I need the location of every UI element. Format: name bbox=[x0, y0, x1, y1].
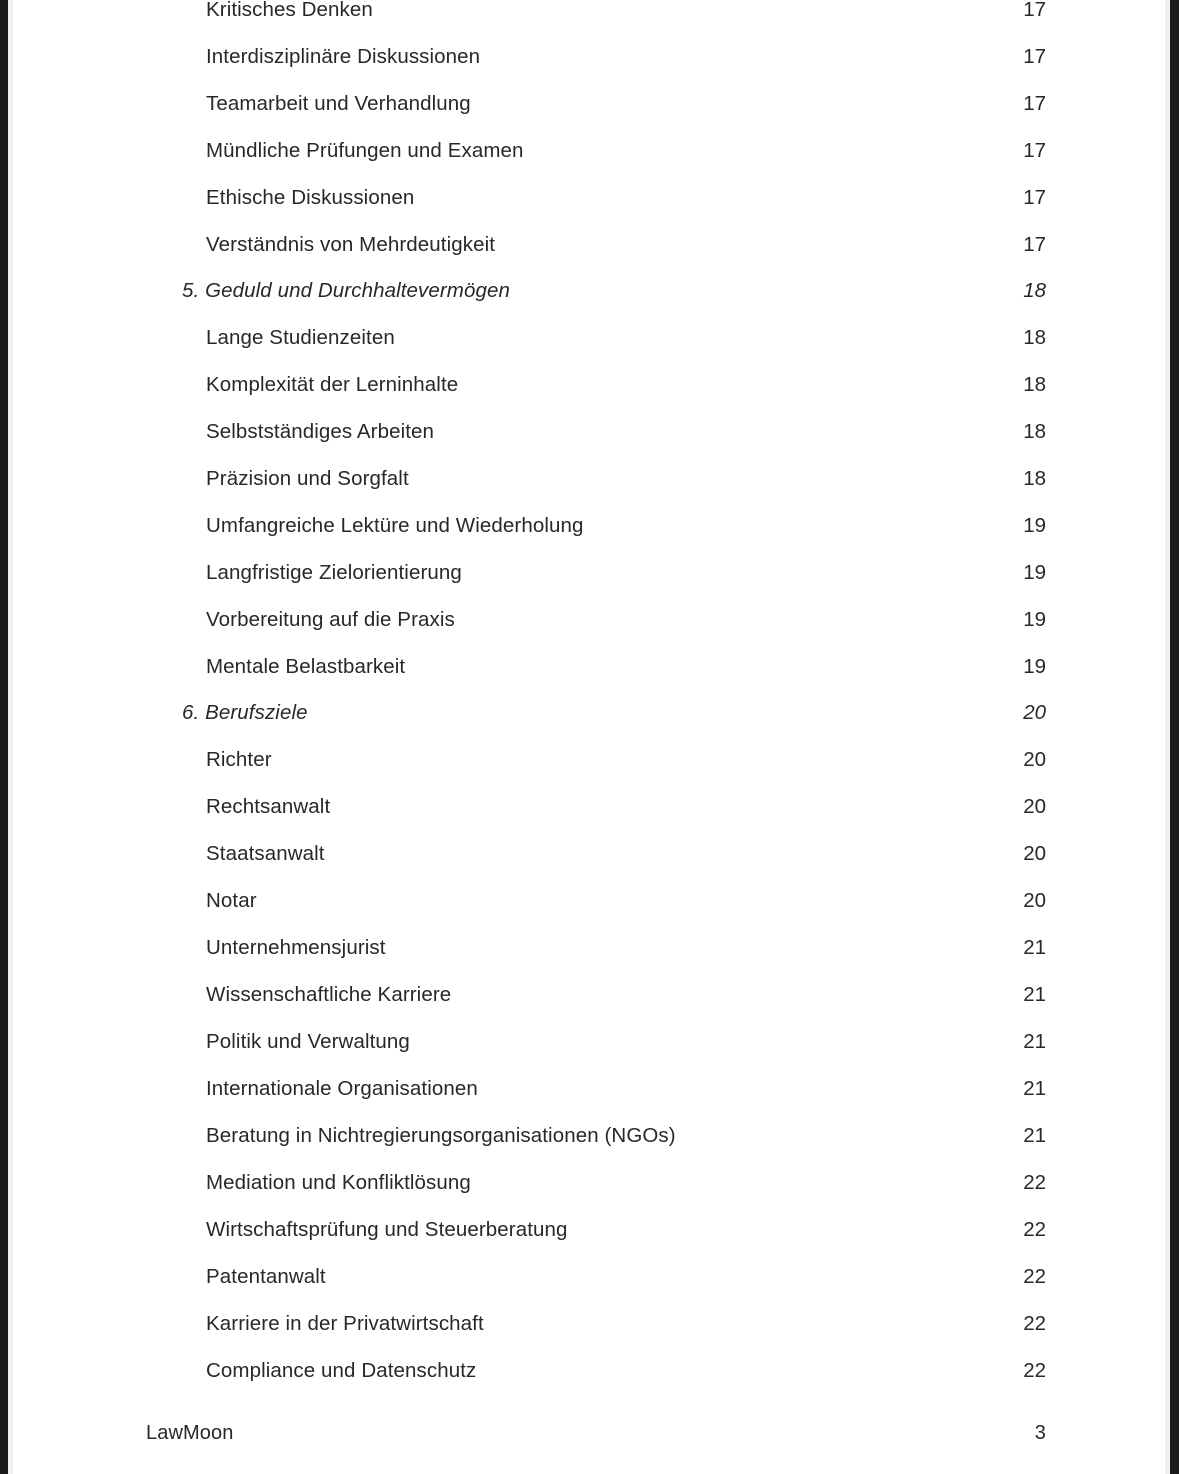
toc-entry-label: Rechtsanwalt bbox=[206, 795, 331, 818]
toc-entry-page-number: 18 bbox=[1023, 279, 1046, 302]
toc-leader-dots bbox=[423, 188, 1012, 204]
toc-entry-label: Interdisziplinäre Diskussionen bbox=[206, 45, 481, 68]
toc-leader-dots bbox=[332, 797, 1012, 813]
toc-entry[interactable] bbox=[170, 924, 1046, 971]
toc-leader-dots bbox=[592, 516, 1012, 532]
toc-leader-dots bbox=[412, 1032, 1012, 1048]
toc-leader-dots bbox=[460, 375, 1012, 391]
toc-leader-dots bbox=[678, 1126, 1012, 1142]
toc-entry-page-number: 17 bbox=[1023, 92, 1046, 115]
toc-entry[interactable] bbox=[170, 33, 1046, 80]
toc-entry-label: Richter bbox=[206, 748, 272, 771]
toc-entry-page-number: 17 bbox=[1023, 45, 1046, 68]
toc-entry-page-number: 17 bbox=[1023, 186, 1046, 209]
toc-entry-page-number: 21 bbox=[1023, 936, 1046, 959]
toc-entry-label: Vorbereitung auf die Praxis bbox=[206, 608, 455, 631]
toc-entry[interactable] bbox=[170, 1159, 1046, 1206]
toc-leader-dots bbox=[414, 657, 1012, 673]
toc-entry-label: Patentanwalt bbox=[206, 1265, 326, 1288]
toc-leader-dots bbox=[397, 328, 1012, 344]
toc-entry[interactable] bbox=[170, 971, 1046, 1018]
footer-page-number: 3 bbox=[1034, 1422, 1046, 1444]
toc-entry-page-number: 19 bbox=[1023, 561, 1046, 584]
toc-entry[interactable] bbox=[170, 1300, 1046, 1347]
toc-entry[interactable] bbox=[170, 127, 1046, 174]
toc-entry-page-number: 19 bbox=[1023, 655, 1046, 678]
toc-entry-label: Langfristige Zielorientierung bbox=[206, 561, 462, 584]
document-page bbox=[13, 0, 1166, 1474]
viewer-chrome-right-band bbox=[1170, 0, 1179, 1474]
toc-entry-label: Komplexität der Lerninhalte bbox=[206, 373, 459, 396]
toc-entry-page-number: 22 bbox=[1023, 1218, 1046, 1241]
toc-entry[interactable] bbox=[170, 502, 1046, 549]
toc-entry-label: Verständnis von Mehrdeutigkeit bbox=[206, 233, 496, 256]
toc-entry-page-number: 21 bbox=[1023, 1124, 1046, 1147]
toc-entry-page-number: 19 bbox=[1023, 608, 1046, 631]
toc-entry-page-number: 20 bbox=[1023, 889, 1046, 912]
toc-entry-page-number: 21 bbox=[1023, 983, 1046, 1006]
toc-entry-label: Compliance und Datenschutz bbox=[206, 1359, 477, 1382]
toc-leader-dots bbox=[259, 891, 1012, 907]
toc-entry-label: Selbstständiges Arbeiten bbox=[206, 420, 435, 443]
toc-entry[interactable] bbox=[170, 174, 1046, 221]
toc-leader-dots bbox=[526, 141, 1012, 157]
toc-entry-label: Mündliche Prüfungen und Examen bbox=[206, 139, 524, 162]
table-of-contents bbox=[13, 0, 1166, 1394]
toc-entry-page-number: 22 bbox=[1023, 1312, 1046, 1335]
toc-entry-page-number: 18 bbox=[1023, 420, 1046, 443]
toc-section-heading[interactable] bbox=[170, 268, 1046, 314]
footer-document-title: LawMoon bbox=[146, 1422, 234, 1444]
toc-entry[interactable] bbox=[170, 361, 1046, 408]
toc-leader-dots bbox=[453, 985, 1012, 1001]
toc-entry[interactable] bbox=[170, 0, 1046, 33]
toc-entry-label: Kritisches Denken bbox=[206, 0, 373, 21]
toc-entry-label: Wirtschaftsprüfung und Steuerberatung bbox=[206, 1218, 568, 1241]
toc-entry-page-number: 20 bbox=[1023, 748, 1046, 771]
toc-entry-page-number: 22 bbox=[1023, 1171, 1046, 1194]
toc-entry-page-number: 22 bbox=[1023, 1265, 1046, 1288]
toc-entry-label: Präzision und Sorgfalt bbox=[206, 467, 409, 490]
toc-entry[interactable] bbox=[170, 1112, 1046, 1159]
toc-entry-label: 5. Geduld und Durchhaltevermögen bbox=[182, 279, 510, 302]
toc-entry-page-number: 21 bbox=[1023, 1030, 1046, 1053]
toc-entry[interactable] bbox=[170, 455, 1046, 502]
toc-entry[interactable] bbox=[170, 80, 1046, 127]
toc-entry-label: Teamarbeit und Verhandlung bbox=[206, 92, 471, 115]
toc-entry-page-number: 17 bbox=[1023, 139, 1046, 162]
toc-entry[interactable] bbox=[170, 596, 1046, 643]
toc-leader-dots bbox=[317, 703, 1020, 719]
toc-leader-dots bbox=[485, 1361, 1012, 1377]
toc-entry-label: Umfangreiche Lektüre und Wiederholung bbox=[206, 514, 584, 537]
toc-entry-page-number: 18 bbox=[1023, 467, 1046, 490]
toc-entry-label: Internationale Organisationen bbox=[206, 1077, 478, 1100]
toc-entry[interactable] bbox=[170, 1018, 1046, 1065]
toc-entry-label: Wissenschaftliche Karriere bbox=[206, 983, 452, 1006]
toc-entry[interactable] bbox=[170, 1206, 1046, 1253]
toc-leader-dots bbox=[480, 1173, 1012, 1189]
toc-entry-label: Lange Studienzeiten bbox=[206, 326, 395, 349]
toc-entry[interactable] bbox=[170, 1065, 1046, 1112]
toc-entry-label: Notar bbox=[206, 889, 257, 912]
page-footer bbox=[13, 1422, 1166, 1445]
toc-entry-label: Beratung in Nichtregierungsorganisationen (NGOs) bbox=[206, 1124, 676, 1147]
toc-entry-page-number: 19 bbox=[1023, 514, 1046, 537]
toc-leader-dots bbox=[334, 844, 1012, 860]
toc-entry-page-number: 18 bbox=[1023, 373, 1046, 396]
toc-leader-dots bbox=[497, 235, 1012, 251]
toc-leader-dots bbox=[382, 0, 1012, 16]
toc-entry-page-number: 17 bbox=[1023, 0, 1046, 21]
toc-leader-dots bbox=[418, 469, 1012, 485]
toc-leader-dots bbox=[464, 610, 1012, 626]
toc-leader-dots bbox=[436, 422, 1012, 438]
toc-entry-label: Unternehmensjurist bbox=[206, 936, 386, 959]
toc-leader-dots bbox=[486, 1314, 1012, 1330]
toc-entry[interactable] bbox=[170, 783, 1046, 830]
toc-entry-label: Karriere in der Privatwirtschaft bbox=[206, 1312, 484, 1335]
toc-entry-label: Mediation und Konfliktlösung bbox=[206, 1171, 471, 1194]
toc-entry-page-number: 18 bbox=[1023, 326, 1046, 349]
toc-leader-dots bbox=[281, 750, 1012, 766]
toc-entry-page-number: 22 bbox=[1023, 1359, 1046, 1382]
toc-entry-page-number: 21 bbox=[1023, 1077, 1046, 1100]
toc-entry-page-number: 17 bbox=[1023, 233, 1046, 256]
toc-entry[interactable] bbox=[170, 877, 1046, 924]
toc-entry-label: 6. Berufsziele bbox=[182, 701, 308, 724]
toc-entry[interactable] bbox=[170, 408, 1046, 455]
toc-section-heading[interactable] bbox=[170, 690, 1046, 736]
toc-entry-label: Staatsanwalt bbox=[206, 842, 325, 865]
toc-entry[interactable] bbox=[170, 314, 1046, 361]
toc-leader-dots bbox=[335, 1267, 1012, 1283]
toc-entry-page-number: 20 bbox=[1023, 842, 1046, 865]
toc-entry-label: Politik und Verwaltung bbox=[206, 1030, 410, 1053]
toc-entry[interactable] bbox=[170, 830, 1046, 877]
toc-leader-dots bbox=[519, 281, 1020, 297]
toc-entry[interactable] bbox=[170, 1253, 1046, 1300]
toc-entry[interactable] bbox=[170, 736, 1046, 783]
toc-entry[interactable] bbox=[170, 643, 1046, 690]
toc-entry-label: Mentale Belastbarkeit bbox=[206, 655, 406, 678]
toc-entry-page-number: 20 bbox=[1023, 701, 1046, 724]
toc-leader-dots bbox=[395, 938, 1012, 954]
toc-entry[interactable] bbox=[170, 549, 1046, 596]
toc-entry-label: Ethische Diskussionen bbox=[206, 186, 415, 209]
toc-entry-page-number: 20 bbox=[1023, 795, 1046, 818]
toc-entry[interactable] bbox=[170, 1347, 1046, 1394]
toc-leader-dots bbox=[577, 1220, 1012, 1236]
toc-entry[interactable] bbox=[170, 221, 1046, 268]
toc-leader-dots bbox=[482, 47, 1012, 63]
viewer-chrome-left-band bbox=[0, 0, 8, 1474]
toc-leader-dots bbox=[473, 94, 1012, 110]
toc-leader-dots bbox=[471, 563, 1012, 579]
toc-leader-dots bbox=[487, 1079, 1012, 1095]
